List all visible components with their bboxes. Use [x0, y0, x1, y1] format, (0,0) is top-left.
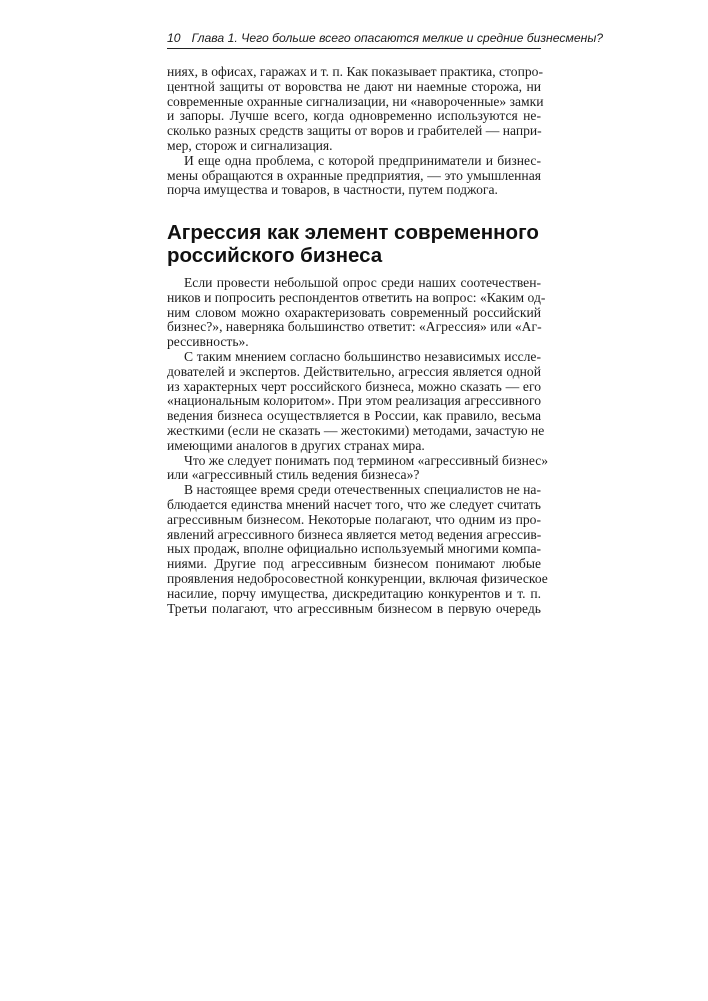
- text-line: Третьи полагают, что агрессивным бизнесом в первую очередь: [167, 600, 541, 616]
- text-line: И еще одна проблема, с которой предприниматели и бизнес-: [184, 152, 541, 168]
- text-line: бизнес?», наверняка большинство ответит: «Агрессия» или «Аг-: [167, 319, 542, 335]
- text-line: блюдается единства мнений насчет того, что же следует считать: [167, 496, 541, 512]
- paragraph: [167, 348, 545, 454]
- text-line: Если провести небольшой опрос среди наших соотечествен-: [184, 275, 541, 290]
- text-line: насилие, порчу имущества, дискредитацию конкурентов и т. п.: [167, 585, 541, 601]
- text-line: агрессивным бизнесом. Некоторые полагают, что одним из про-: [167, 511, 541, 527]
- text-line: мер, сторож и сигнализация.: [167, 137, 333, 153]
- text-line: порча имущества и товаров, в частности, путем поджога.: [167, 182, 498, 198]
- section-heading: [167, 221, 547, 267]
- text-line: жесткими (если не сказать — жестокими) методами, зачастую не: [167, 422, 545, 438]
- text-line: ниями. Другие под агрессивным бизнесом понимают любые: [167, 556, 541, 572]
- text-line: «национальным колоритом». При этом реализация агрессивного: [167, 393, 541, 409]
- text-line: из характерных черт российского бизнеса, можно сказать — его: [167, 378, 541, 394]
- page-number: 10: [167, 31, 181, 45]
- paragraph: [167, 452, 549, 484]
- text-line: и запоры. Лучше всего, когда одновременно используются не-: [167, 108, 541, 124]
- text-line: проявления недобросовестной конкуренции, включая физическое: [167, 570, 548, 586]
- text-line: ведения бизнеса осуществляется в России, как правило, весьма: [167, 408, 541, 424]
- text-line: современные охранные сигнализации, ни «навороченные» замки: [167, 93, 544, 109]
- section-heading-line: российского бизнеса: [167, 244, 383, 267]
- text-line: явлений агрессивного бизнеса является метод ведения агрессив-: [167, 526, 542, 542]
- paragraph: [167, 154, 541, 198]
- text-line: дователей и экспертов. Действительно, агрессия является одной: [167, 363, 541, 379]
- text-line: В настоящее время среди отечественных специалистов не на-: [184, 482, 541, 498]
- text-line: или «агрессивный стиль ведения бизнеса»?: [167, 467, 420, 483]
- text-line: мены обращаются в охранные предприятия, — это умышленная: [167, 167, 541, 183]
- text-line: ных продаж, вполне официально используемый многими компа-: [167, 541, 542, 557]
- text-line: ним словом можно охарактеризовать современный российский: [167, 304, 541, 320]
- paragraph: [167, 64, 544, 154]
- text-line: ниях, в офисах, гаражах и т. п. Как показывает практика, стопро-: [167, 64, 543, 79]
- paragraph: [167, 482, 548, 616]
- paragraph: [167, 275, 546, 350]
- text-block-before-heading: [167, 64, 544, 198]
- text-line: ников и попросить респондентов ответить на вопрос: «Каким од-: [167, 289, 546, 305]
- text-line: рессивность».: [167, 334, 249, 350]
- running-title: Глава 1. Чего больше всего опасаются мелкие и средние бизнесмены?: [191, 31, 604, 45]
- text-line: имеющими аналогов в других странах мира.: [167, 437, 425, 453]
- text-block-after-heading: [167, 275, 549, 616]
- text-line: центной защиты от воровства не дают ни наемные сторожа, ни: [167, 78, 541, 94]
- text-line: С таким мнением согласно большинство независимых иссле-: [184, 348, 541, 364]
- running-header: [167, 31, 604, 49]
- text-line: сколько разных средств защиты от воров и грабителей — напри-: [167, 123, 542, 139]
- text-line: Что же следует понимать под термином «агрессивный бизнес»: [184, 452, 549, 468]
- section-heading-line: Агрессия как элемент современного: [167, 221, 539, 244]
